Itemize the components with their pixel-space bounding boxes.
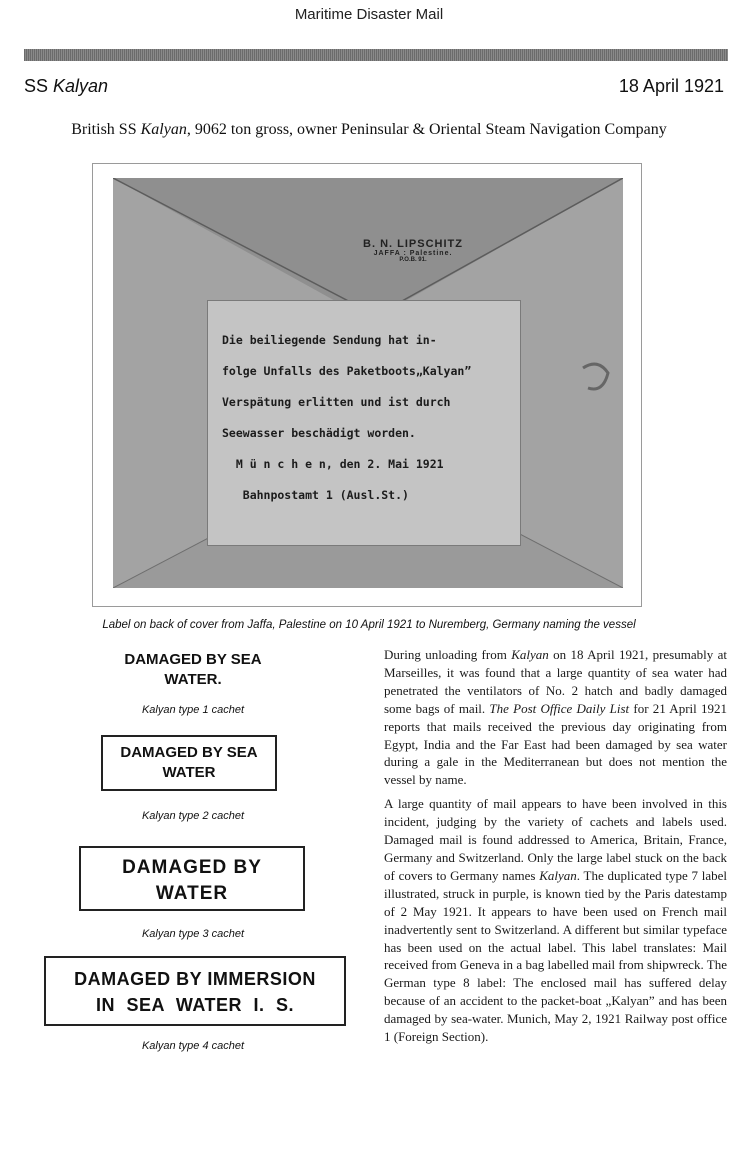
cachet-line: WATER [162,764,216,781]
label-line: Bahnpostamt 1 (Ausl.St.) [222,488,409,502]
ship-description [0,121,738,139]
subtitle-post: , 9062 ton gross, owner Peninsular & Oriental Steam Navigation Company [186,121,667,138]
cachet-line: WATER. [164,671,222,688]
running-head: Maritime Disaster Mail [294,6,444,23]
text-run: . The duplicated type 7 label illustrated, struck in purple, is known tied by the Paris datestamp of 2 May 1921. It appears to have been used on French mail inadvertently sent to Switzerland. A different but similar typeface has been used on the actual label. This label translates: Mail received from Geneva in a bag labelled mail from shipwreck. The German type 8 label: The enclosed mail has suffered delay because of an accident to the packet-boat „Kalyan” and has been damaged by sea-water. Munich, May 2, 1921 Railway post office 1 (Foreign Section). [384,867,727,1045]
text-run: A large quantity of mail appears to have been involved in this incident, judging by the variety of cachets and labels used. Damaged mail is found addressed to America, Britain, France, Germany and Switzerland. Only the large label stuck on the back of covers to Germany names [384,796,727,883]
ship-title [24,76,108,97]
paragraph [384,795,727,1046]
sender-address [333,238,493,263]
cover-photo [92,163,642,607]
label-line: folge Unfalls des Paketboots„Kalyan” [222,364,472,378]
sender-box: P.O.B. 91. [399,257,427,263]
cachet-line: IN SEA WATER I. S. [95,995,294,1015]
cachet-type-2 [101,735,277,791]
cachet-type-4 [44,956,346,1026]
text-run: on 18 April 1921, presumably at Marseilles, it was found that a large quantity of sea water had penetrated the ventilators of No. 2 hatch and badly damaged some bags of mail. [384,647,727,716]
subtitle-pre: British SS [71,121,141,138]
cachet-line: DAMAGED BY [122,857,262,878]
ship-prefix: SS [24,76,54,96]
german-label [207,300,521,546]
cachet-line: DAMAGED BY IMMERSION [74,969,316,989]
publication-title: The Post Office Daily List [489,700,630,716]
cachet-type-3 [79,846,305,911]
sender-name: B. N. LIPSCHITZ [363,238,463,250]
cachet-line: DAMAGED BY SEA [120,744,258,761]
label-line: Die beiliegende Sendung hat in- [222,333,437,347]
label-line: Verspätung erlitten und ist durch [222,395,451,409]
photo-caption: Label on back of cover from Jaffa, Palestine on 10 April 1921 to Nuremberg, Germany naming the vessel [102,619,636,631]
cachet-line: DAMAGED BY SEA [124,651,262,668]
article-body [384,646,727,1052]
ship-name: Kalyan [53,76,109,96]
cachet-caption: Kalyan type 4 cachet [141,1040,245,1052]
envelope [113,178,623,588]
paragraph [384,646,727,789]
text-run: During unloading from [384,647,512,662]
label-line: Seewasser beschädigt worden. [222,426,416,440]
cachet-line: WATER [155,883,229,904]
sender-city: JAFFA : Palestine. [373,250,453,257]
label-text [222,325,471,511]
cachet-caption: Kalyan type 3 cachet [141,928,245,940]
text-run: for 21 April 1921 reports that mails received the previous day originating from Egypt, India and the Far East had been damaged by sea water during a gale in the Mediterranean but does not mention the vessel by name. [384,700,727,788]
cachet-caption: Kalyan type 1 cachet [141,704,245,716]
subtitle-ship: Kalyan [140,121,187,138]
cachet-type-1 [98,650,288,690]
ship-name-inline: Kalyan [511,647,549,662]
incident-date: 18 April 1921 [618,76,724,96]
label-line: M ü n c h e n, den 2. Mai 1921 [222,457,444,471]
ship-name-inline: Kalyan [539,867,577,883]
header-rule [24,49,728,61]
cachet-caption: Kalyan type 2 cachet [141,810,245,822]
